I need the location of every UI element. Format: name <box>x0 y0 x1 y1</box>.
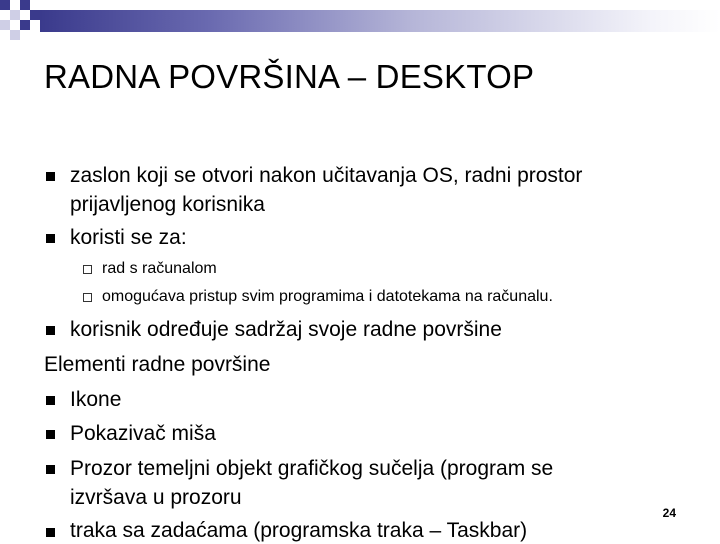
bullet-icon <box>46 430 55 439</box>
header-band <box>40 10 720 32</box>
bullet-icon <box>46 465 55 474</box>
deco-square <box>30 10 40 20</box>
page-number: 24 <box>662 506 676 520</box>
element-item: Pokazivač miša <box>70 422 216 445</box>
sub-bullet-icon <box>83 265 92 274</box>
section-heading: Elementi radne površine <box>44 353 271 376</box>
bullet-icon <box>46 528 55 537</box>
element-item: traka sa zadaćama (programska traka – Taskbar) <box>70 519 528 542</box>
bullet-text: zaslon koji se otvori nakon učitavanja OS, radni prostor <box>70 164 583 187</box>
deco-square <box>0 0 10 10</box>
bullet-icon <box>46 326 55 335</box>
bullet-text: prijavljenog korisnika <box>70 193 265 216</box>
deco-square <box>0 20 10 30</box>
deco-square <box>20 20 30 30</box>
deco-square <box>10 10 20 20</box>
header-decoration <box>0 0 720 40</box>
sub-bullet-text: rad s računalom <box>102 260 217 277</box>
slide-title: RADNA POVRŠINA – DESKTOP <box>44 58 535 95</box>
bullet-icon <box>46 396 55 405</box>
sub-bullet-icon <box>83 293 92 302</box>
bullet-text: korisnik određuje sadržaj svoje radne površine <box>70 318 502 341</box>
deco-square <box>20 0 30 10</box>
bullet-icon <box>46 172 55 181</box>
sub-bullet-text: omogućava pristup svim programima i datotekama na računalu. <box>102 288 553 305</box>
bullet-icon <box>46 234 55 243</box>
deco-square <box>10 30 20 40</box>
element-item-continuation: izvršava u prozoru <box>70 486 242 509</box>
bullet-text: koristi se za: <box>70 226 187 249</box>
element-item: Ikone <box>70 388 122 411</box>
element-item: Prozor temeljni objekt grafičkog sučelja (program se <box>70 457 554 480</box>
